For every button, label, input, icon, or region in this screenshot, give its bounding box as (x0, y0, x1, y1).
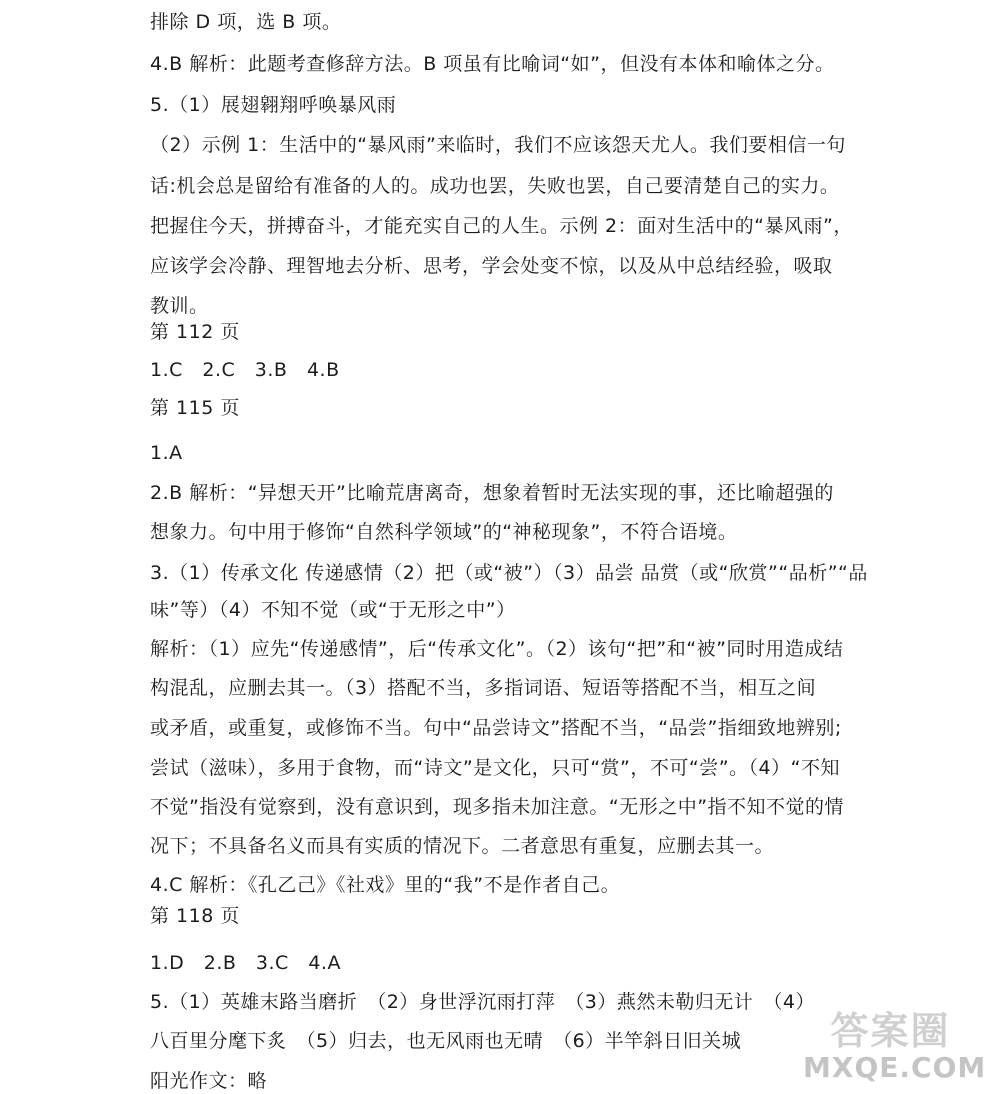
text-line-27: 八百里分麾下炙 （5）归去，也无风雨也无晴 （6）半竿斜日旧关城 (150, 1030, 742, 1052)
text-line-25: 1.D 2.B 3.C 4.A (150, 952, 341, 974)
text-line-22: 况下；不具备名义而具有实质的情况下。二者意思有重复，应删去其一。 (150, 835, 775, 857)
watermark-logo (803, 1009, 987, 1090)
text-line-20: 尝试（滋味），多用于食物，而“诗文”是文化，只可“赏”，不可“尝”。（4）“不知 (150, 757, 840, 779)
text-line-26: 5.（1）英雄末路当磨折 （2）身世浮沉雨打萍 （3）燕然未勒归无计 （4） (150, 991, 815, 1013)
page-heading-115: 第 115 页 (150, 397, 240, 419)
text-line-7: 应该学会冷静、理智地去分析、思考，学会处变不惊，以及从中总结经验，吸取 (150, 255, 833, 277)
text-line-3: 5.（1）展翅翱翔呼唤暴风雨 (150, 94, 397, 116)
text-line-23: 4.C 解析：《孔乙己》《社戏》里的“我”不是作者自己。 (150, 874, 621, 896)
text-line-1: 排除 D 项，选 B 项。 (150, 11, 342, 33)
text-line-4: （2）示例 1：生活中的“暴风雨”来临时，我们不应该怨天尤人。我们要相信一句 (150, 134, 846, 156)
text-line-13: 2.B 解析：“异想天开”比喻荒唐离奇，想象着暂时无法实现的事，还比喻超强的 (150, 482, 834, 504)
text-line-17: 解析：（1）应先“传递感情”，后“传承文化”。（2）该句“把”和“被”同时用造成结 (150, 638, 844, 660)
text-line-28: 阳光作文：略 (150, 1070, 268, 1092)
text-line-15: 3.（1）传承文化 传递感情（2）把（或“被”）（3）品尝 品赏（或“欣赏”“品析”“品 (150, 562, 868, 584)
text-line-8: 教训。 (150, 295, 209, 317)
text-line-6: 把握住今天，拼搏奋斗，才能充实自己的人生。示例 2：面对生活中的“暴风雨”， (150, 215, 853, 237)
page-heading-112: 第 112 页 (150, 321, 240, 343)
text-line-12: 1.A (150, 442, 183, 464)
text-line-5: 话:机会总是留给有准备的人的。成功也罢，失败也罢，自己要清楚自己的实力。 (150, 175, 840, 197)
watermark-title: 答案圈 (830, 1009, 951, 1053)
page-heading-118: 第 118 页 (150, 905, 240, 927)
text-line-10: 1.C 2.C 3.B 4.B (150, 359, 340, 381)
text-line-2: 4.B 解析：此题考查修辞方法。B 项虽有比喻词“如”，但没有本体和喻体之分。 (150, 53, 835, 75)
text-line-14: 想象力。句中用于修饰“自然科学领域”的“神秘现象”，不符合语境。 (150, 521, 738, 543)
text-line-16: 味”等）（4）不知不觉（或“于无形之中”） (150, 599, 516, 621)
text-line-19: 或矛盾，或重复，或修饰不当。句中“品尝诗文”搭配不当，“品尝”指细致地辨别; (150, 717, 842, 739)
text-line-21: 不觉”指没有觉察到，没有意识到，现多指未加注意。“无形之中”指不知不觉的情 (150, 796, 845, 818)
watermark-site: MXQE.COM (803, 1051, 987, 1084)
text-line-18: 构混乱，应删去其一。（3）搭配不当，多指词语、短语等搭配不当，相互之间 (150, 677, 817, 699)
